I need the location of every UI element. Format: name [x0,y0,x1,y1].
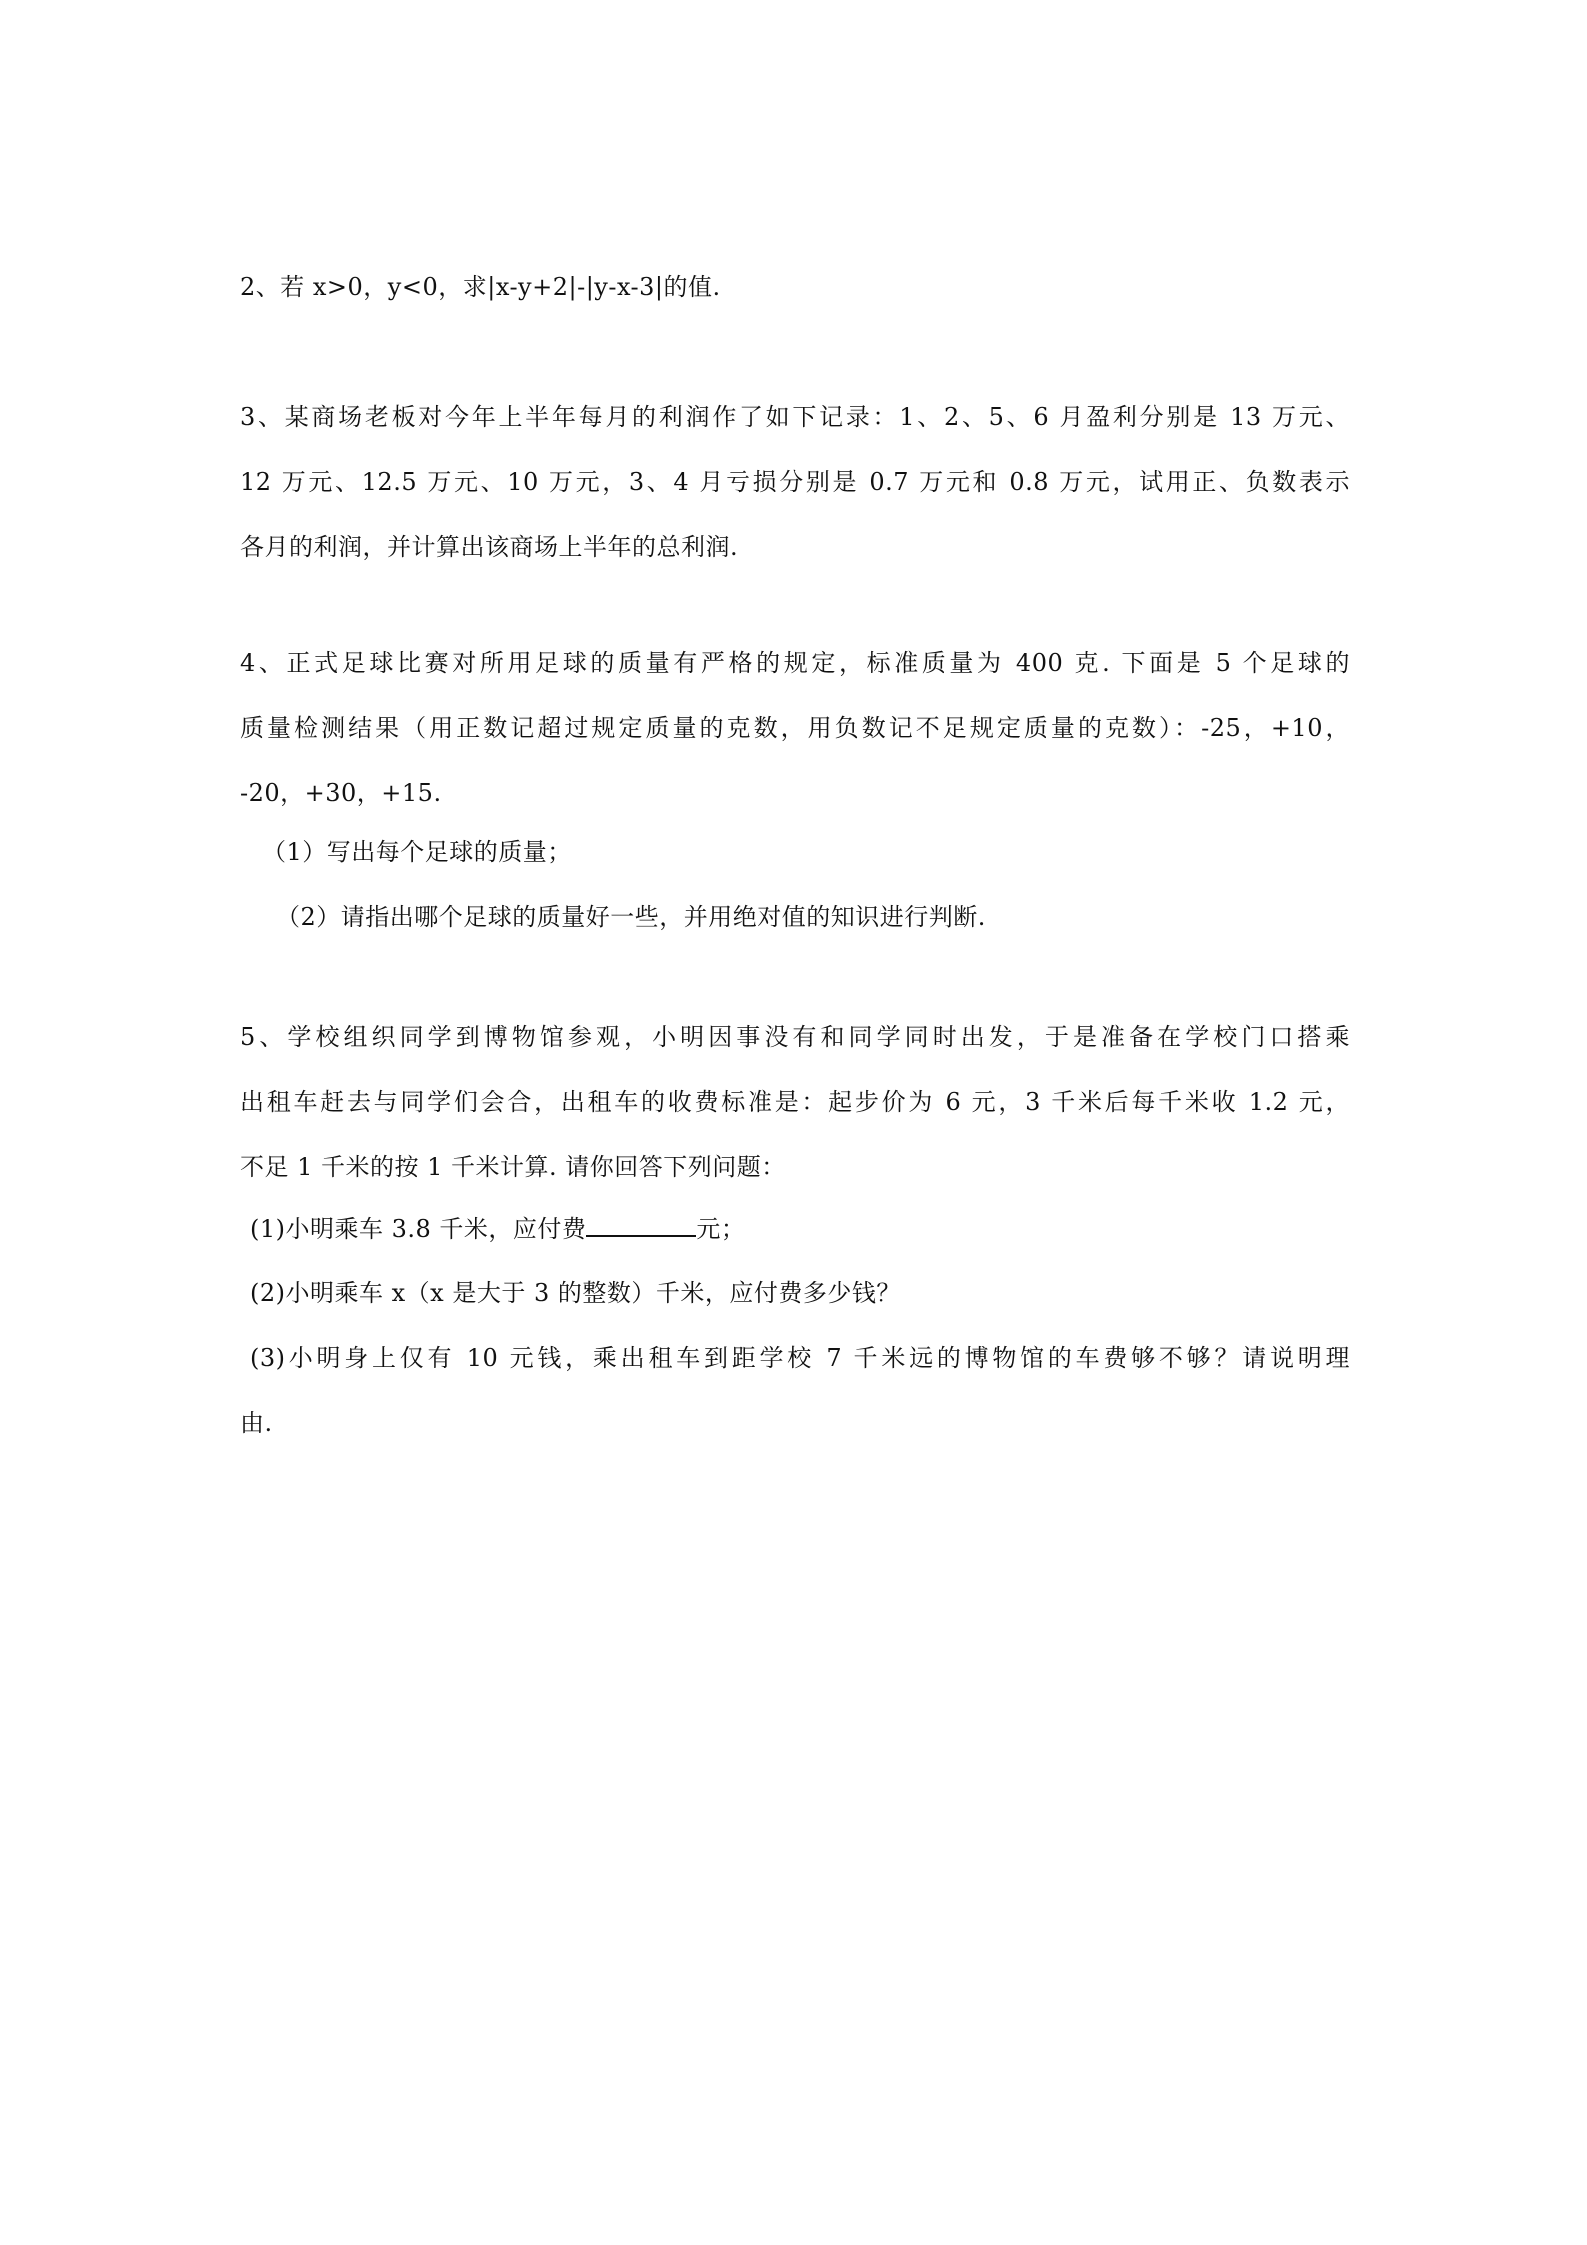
question-5-sub-3-text: (3)小明身上仅有 10 元钱，乘出租车到距学校 7 千米远的博物馆的车费够不够？请说明理 [250,1344,1350,1372]
question-3-line-1 [240,402,1350,432]
question-5-text-3: 不足 1 千米的按 1 千米计算. 请你回答下列问题： [240,1153,786,1181]
question-2 [240,272,721,302]
question-5-sub-3 [250,1343,1350,1373]
question-4-sub-2-text: （2）请指出哪个足球的质量好一些，并用绝对值的知识进行判断. [276,903,986,931]
question-5-text-1: 5、学校组织同学到博物馆参观，小明因事没有和同学同时出发，于是准备在学校门口搭乘 [240,1023,1350,1051]
question-3-text-3: 各月的利润，并计算出该商场上半年的总利润. [240,533,739,561]
question-5-line-1 [240,1022,1350,1052]
question-4-line-1 [240,648,1350,678]
question-5-sub-3-continued [240,1408,273,1438]
question-3-text-2: 12 万元、12.5 万元、10 万元，3、4 月亏损分别是 0.7 万元和 0.8 万元，试用正、负数表示 [240,468,1350,496]
question-5-line-2 [240,1087,1350,1117]
question-3-line-3 [240,532,738,562]
question-5-sub-1-unit: 元； [696,1215,746,1243]
answer-blank[interactable] [586,1213,696,1237]
question-4-sub-2 [276,902,986,932]
question-4-line-2 [240,713,1350,743]
question-5-sub-2-text: (2)小明乘车 x（x 是大于 3 的整数）千米，应付费多少钱？ [250,1279,901,1307]
question-5-sub-2 [250,1278,901,1308]
question-3-text-1: 3、某商场老板对今年上半年每月的利润作了如下记录：1、2、5、6 月盈利分别是 13 万元、 [240,403,1350,431]
question-5-line-3 [240,1152,786,1182]
question-5-text-2: 出租车赶去与同学们会合，出租车的收费标准是：起步价为 6 元，3 千米后每千米收 1.2 元， [240,1088,1350,1116]
question-5-sub-3-cont-text: 由. [240,1409,273,1437]
question-4-text-1: 4、正式足球比赛对所用足球的质量有严格的规定，标准质量为 400 克. 下面是 5 个足球的 [240,649,1350,677]
question-5-sub-1-text: (1)小明乘车 3.8 千米，应付费 [250,1215,587,1243]
question-4-sub-1 [262,837,572,867]
question-4-text-3: -20，+30，+15. [240,779,442,807]
question-2-text: 2、若 x>0，y<0，求|x-y+2|-|y-x-3|的值. [240,273,721,301]
question-3-line-2 [240,467,1350,497]
question-4-line-3 [240,778,442,808]
question-4-sub-1-text: （1）写出每个足球的质量； [262,838,572,866]
question-4-text-2: 质量检测结果（用正数记超过规定质量的克数，用负数记不足规定质量的克数）：-25，+10， [240,714,1350,742]
question-5-sub-1 [250,1213,745,1244]
